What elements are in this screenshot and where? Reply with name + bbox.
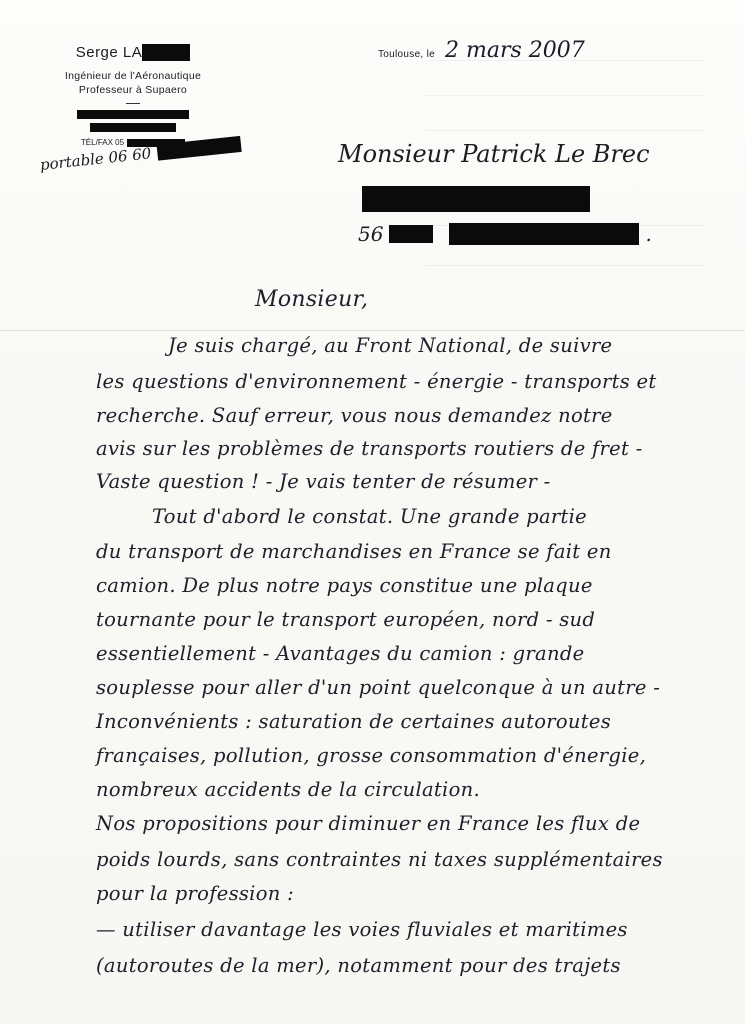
letter-line: Inconvénients : saturation de certaines autoroutes — [96, 710, 612, 733]
date-handwritten: 2 mars 2007 — [444, 38, 585, 63]
redaction-bar — [389, 225, 433, 243]
sender-name: Serge LA — [75, 44, 143, 61]
letter-line: Nos propositions pour diminuer en France les flux de — [96, 812, 641, 835]
postcode-prefix: 56 — [358, 222, 384, 246]
paper-fold-line — [0, 330, 745, 331]
letter-line: nombreux accidents de la circulation. — [96, 778, 480, 801]
letter-line: (autoroutes de la mer), notamment pour des trajets — [96, 954, 621, 977]
letter-line: — utiliser davantage les voies fluviales et maritimes — [96, 918, 628, 941]
letter-line: françaises, pollution, grosse consommation d'énergie, — [96, 744, 647, 767]
letter-line: poids lourds, sans contraintes ni taxes supplémentaires — [96, 848, 663, 871]
addressee-name: Monsieur Patrick Le Brec — [338, 140, 650, 168]
letterhead-divider — [126, 103, 140, 104]
redaction-bar — [77, 110, 189, 119]
show-through-ink — [425, 130, 705, 131]
letter-line: Je suis chargé, au Front National, de suivre — [168, 334, 613, 357]
salutation: Monsieur, — [255, 287, 369, 312]
show-through-ink — [425, 265, 705, 266]
redaction-bar — [90, 123, 176, 132]
letter-line: tournante pour le transport européen, nord - sud — [96, 608, 596, 631]
letter-line: les questions d'environnement - énergie - transports et — [96, 370, 657, 393]
sender-title-1: Ingénieur de l'Aéronautique — [64, 70, 202, 82]
letter-line: du transport de marchandises en France se fait en — [96, 540, 612, 563]
addressee-city-line — [358, 222, 652, 246]
letter-line: essentiellement - Avantages du camion : grande — [96, 642, 585, 665]
letter-line: souplesse pour aller d'un point quelconque à un autre - — [96, 676, 661, 699]
redaction-bar — [362, 186, 590, 212]
show-through-ink — [425, 95, 705, 96]
sender-title-2: Professeur à Supaero — [78, 84, 188, 96]
letter-line: camion. De plus notre pays constitue une plaque — [96, 574, 593, 597]
letter-line: pour la profession : — [96, 882, 294, 905]
letter-line: Tout d'abord le constat. Une grande partie — [152, 505, 588, 528]
redaction-bar — [449, 223, 639, 245]
date-place-label: Toulouse, le — [378, 49, 435, 60]
letter-date — [378, 38, 585, 63]
letter-line: avis sur les problèmes de transports routiers de fret - — [96, 437, 643, 460]
letter-line: recherche. Sauf erreur, vous nous demandez notre — [96, 404, 613, 427]
redaction-bar — [142, 44, 190, 61]
mobile-label: portable 06 60 — [39, 144, 153, 174]
tel-fax-label: TÉL/FAX 05 — [80, 138, 125, 147]
postcode-trailing-dot: . — [645, 222, 652, 246]
letter-line: Vaste question ! - Je vais tenter de résumer - — [96, 470, 551, 493]
letterhead — [48, 44, 218, 147]
